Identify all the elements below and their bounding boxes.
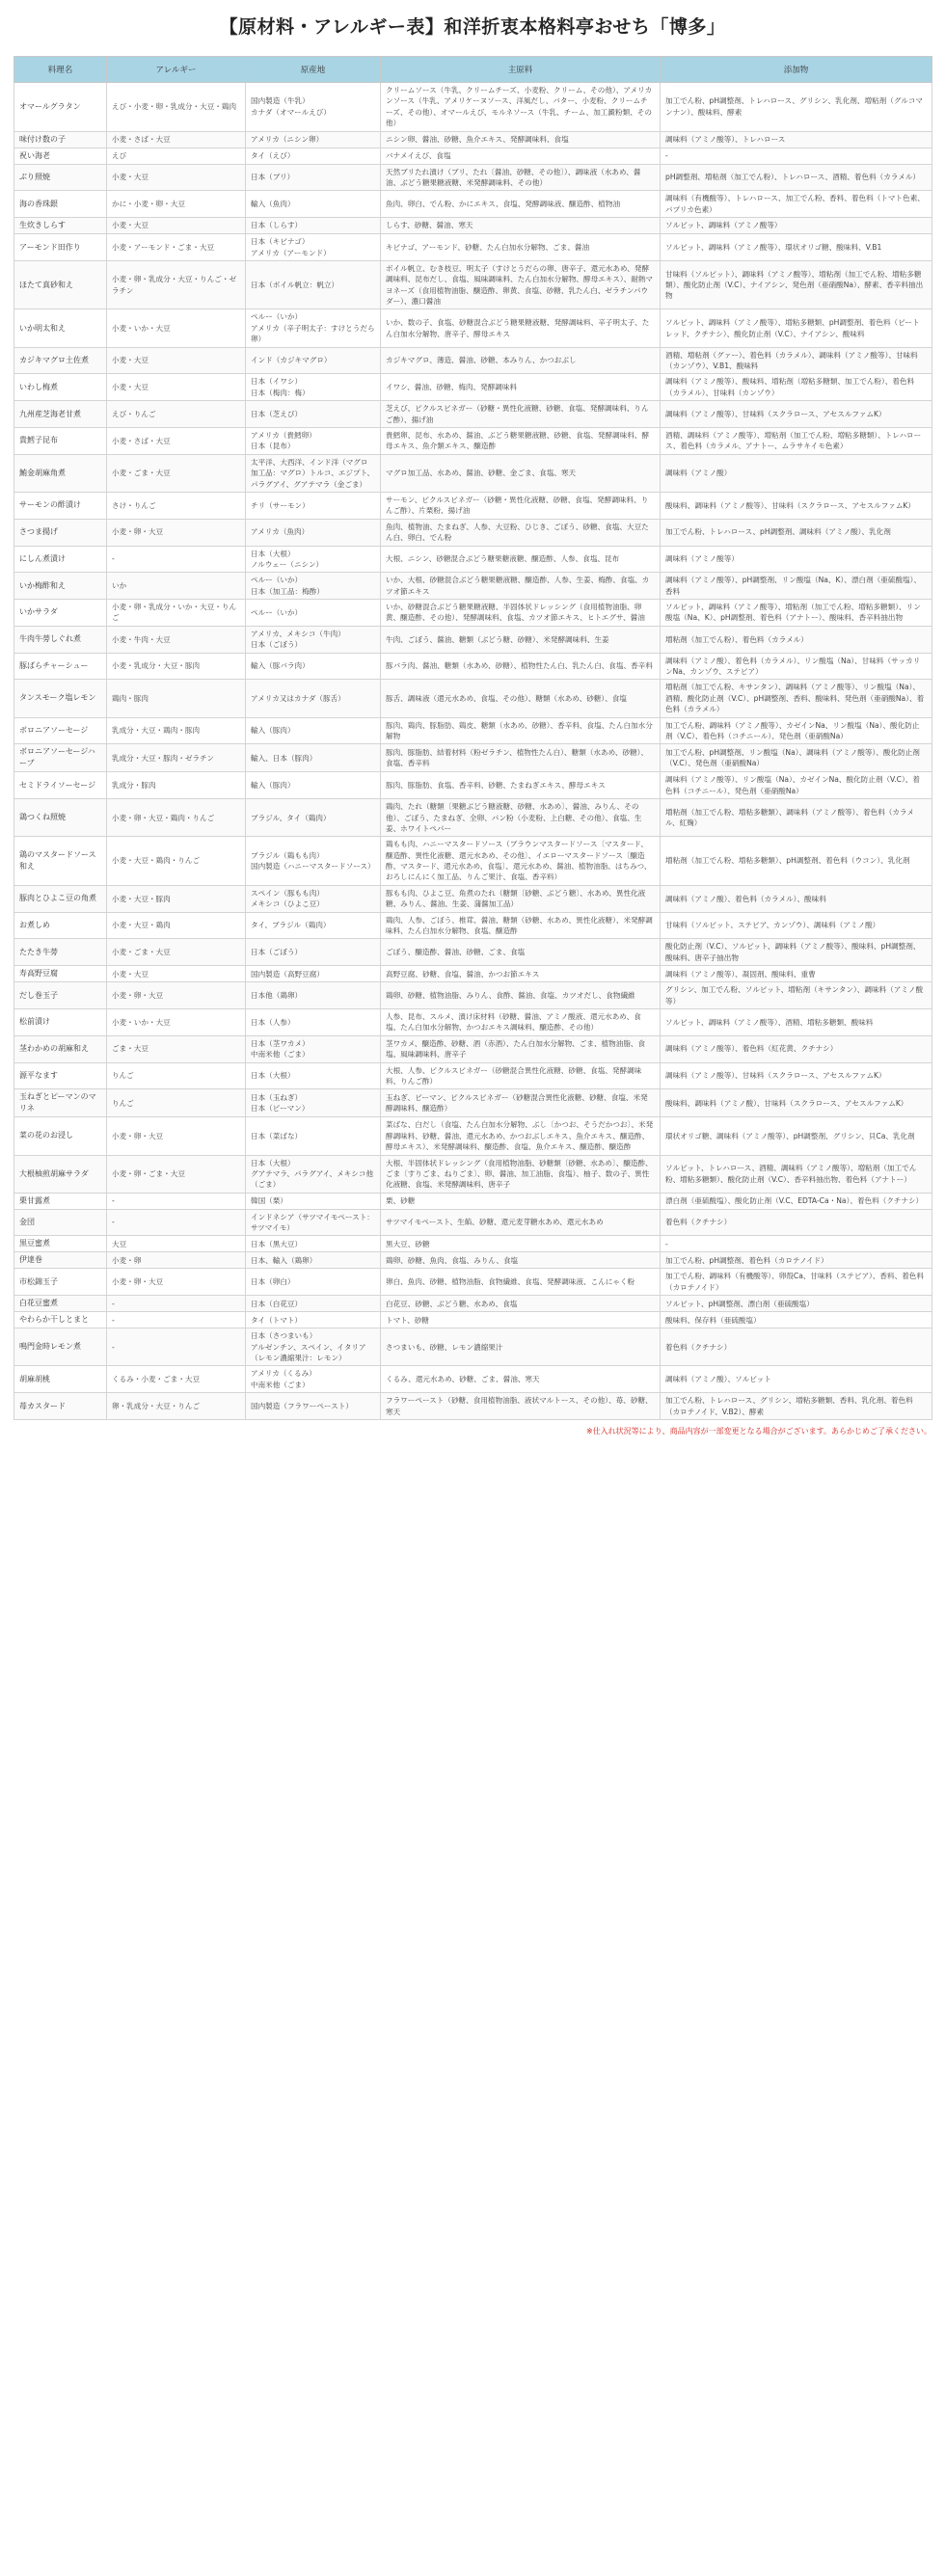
table-row <box>14 492 932 519</box>
origin-cell: 日本（菜ばな） <box>246 1117 381 1155</box>
origin-cell: アメリカ（くるみ） 中南米他（ごま） <box>246 1366 381 1393</box>
additives-cell: pH調整剤、増粘剤（加工でん粉）、トレハロース、酒精、着色料（カラメル） <box>661 164 932 191</box>
allergen-cell: - <box>107 1328 246 1366</box>
origin-cell: タイ（トマト） <box>246 1312 381 1328</box>
main-ingredients-cell: サツマイモペースト、生餡、砂糖、還元麦芽糖水あめ、還元水あめ <box>381 1209 661 1236</box>
main-ingredients-cell: 牛肉、ごぼう、醤油、糖類（ぶどう糖、砂糖）、米発酵調味料、生姜 <box>381 626 661 653</box>
origin-cell: チリ（サーモン） <box>246 492 381 519</box>
additives-cell: 調味料（アミノ酸等）、pH調整剤、リン酸塩（Na、K）、漂白剤（亜硫酸塩）、香料 <box>661 573 932 600</box>
header-dish-name: 料理名 <box>14 57 107 83</box>
dish-name-cell: アーモンド田作り <box>14 234 107 261</box>
table-body <box>14 83 932 1420</box>
additives-cell: 調味料（アミノ酸等）、トレハロース <box>661 131 932 148</box>
allergen-cell: 乳成分・大豆・豚肉・ゼラチン <box>107 744 246 772</box>
origin-cell: スペイン（豚もも肉） メキシコ（ひよこ豆） <box>246 885 381 912</box>
additives-cell: 加工でん粉、調味料（有機酸等）、卵殻Ca、甘味料（ステビア）、香料、着色料（カロテノイド） <box>661 1269 932 1296</box>
allergen-cell: 小麦・牛肉・大豆 <box>107 626 246 653</box>
dish-name-cell: 玉ねぎとピーマンのマリネ <box>14 1089 107 1117</box>
disclaimer-note: ※仕入れ状況等により、商品内容が一部変更となる場合がございます。あらかじめご了承ください。 <box>585 1426 932 1436</box>
additives-cell: ソルビット、調味料（アミノ酸等） <box>661 218 932 234</box>
main-ingredients-cell: ニシン卵、醤油、砂糖、魚介エキス、発酵調味料、食塩 <box>381 131 661 148</box>
table-row <box>14 1209 932 1236</box>
table-row <box>14 939 932 966</box>
table-row <box>14 83 932 132</box>
table-row <box>14 218 932 234</box>
dish-name-cell: 松前漬け <box>14 1009 107 1036</box>
dish-name-cell: 鶏のマスタードソース和え <box>14 837 107 886</box>
allergen-cell: 小麦・乳成分・大豆・豚肉 <box>107 653 246 680</box>
table-row <box>14 131 932 148</box>
origin-cell: 日本（キビナゴ） アメリカ（アーモンド） <box>246 234 381 261</box>
dish-name-cell: 金団 <box>14 1209 107 1236</box>
origin-cell: ペルー（いか） 日本（加工品：梅酢） <box>246 573 381 600</box>
dish-name-cell: たたき牛蒡 <box>14 939 107 966</box>
origin-cell: アメリカ、メキシコ（牛肉） 日本（ごぼう） <box>246 626 381 653</box>
allergen-cell: 小麦・大豆 <box>107 218 246 234</box>
main-ingredients-cell: いか、砂糖混合ぶどう糖果糖液糖、半固体状ドレッシング（食用植物油脂、卵黄、醸造酢、その他）、発酵調味料、食塩、カツオ節エキス、ヒトエグサ、醤油 <box>381 600 661 627</box>
table-row <box>14 837 932 886</box>
origin-cell: ペルー（いか） <box>246 600 381 627</box>
main-ingredients-cell: くるみ、還元水あめ、砂糖、ごま、醤油、寒天 <box>381 1366 661 1393</box>
main-ingredients-cell: キビナゴ、アーモンド、砂糖、たん白加水分解物、ごま、醤油 <box>381 234 661 261</box>
table-row <box>14 234 932 261</box>
main-ingredients-cell: 豚バラ肉、醤油、糖類（水あめ、砂糖）、植物性たん白、乳たん白、食塩、香辛料 <box>381 653 661 680</box>
allergen-cell: 小麦・卵・大豆 <box>107 519 246 546</box>
additives-cell: ソルビット、調味料（アミノ酸等）、酒精、増粘多糖類、酸味料 <box>661 1009 932 1036</box>
main-ingredients-cell: 鶏卵、砂糖、魚肉、食塩、みりん、食塩 <box>381 1252 661 1269</box>
additives-cell: 調味料（アミノ酸）、着色料（カラメル）、リン酸塩（Na）、甘味料（サッカリンNa、カンゾウ、ステビア） <box>661 653 932 680</box>
main-ingredients-cell: 魚肉、植物油、たまねぎ、人参、大豆粉、ひじき、ごぼう、砂糖、食塩、大豆たん白、卵白、でん粉 <box>381 519 661 546</box>
origin-cell: 輸入（豚肉） <box>246 772 381 799</box>
allergen-cell: 小麦・ごま・大豆 <box>107 454 246 492</box>
allergen-cell: りんご <box>107 1062 246 1089</box>
main-ingredients-cell: 白花豆、砂糖、ぶどう糖、水あめ、食塩 <box>381 1296 661 1312</box>
allergen-cell: 小麦・卵・乳成分・いか・大豆・りんご <box>107 600 246 627</box>
main-ingredients-cell: カジキマグロ、薄造、醤油、砂糖、本みりん、かつおぶし <box>381 347 661 374</box>
additives-cell: 調味料（アミノ酸等）、甘味料（スクラロース、アセスルファムK） <box>661 401 932 428</box>
dish-name-cell: ほたて真砂和え <box>14 260 107 309</box>
table-row <box>14 1366 932 1393</box>
allergen-cell: 小麦・ごま・大豆 <box>107 939 246 966</box>
additives-cell: 調味料（アミノ酸）、着色料（カラメル）、酸味料 <box>661 885 932 912</box>
origin-cell: アメリカ（魚肉） <box>246 519 381 546</box>
origin-cell: 日本（しらす） <box>246 218 381 234</box>
origin-cell: 国内製造（牛乳） カナダ（オマールえび） <box>246 83 381 132</box>
origin-cell: 日本（大根） グアテマラ、パラグアイ、メキシコ他（ごま） <box>246 1155 381 1193</box>
main-ingredients-cell: 鶏卵、砂糖、植物油脂、みりん、食酢、醤油、食塩、カツオだし、食物繊維 <box>381 982 661 1009</box>
origin-cell: 日本（ごぼう） <box>246 939 381 966</box>
table-row <box>14 1328 932 1366</box>
allergen-cell: 小麦・大豆・鶏肉 <box>107 912 246 939</box>
additives-cell: 増粘剤（加工でん粉、キサンタン）、調味料（アミノ酸等）、リン酸塩（Na）、酒精、酸化防止剤（V.C）、pH調整剤、香料、酸味料、発色剤（亜硝酸Na）、着色料（カラメル） <box>661 680 932 717</box>
allergen-cell: 小麦・卵・大豆 <box>107 982 246 1009</box>
additives-cell: ソルビット、調味料（アミノ酸等）、環状オリゴ糖、酸味料、V.B1 <box>661 234 932 261</box>
origin-cell: 日本（黒大豆） <box>246 1236 381 1252</box>
origin-cell: 国内製造（高野豆腐） <box>246 966 381 982</box>
dish-name-cell: 大根柚煎胡麻サラダ <box>14 1155 107 1193</box>
table-row <box>14 885 932 912</box>
main-ingredients-cell: 芝えび、ピクルスビネガー（砂糖・異性化液糖、砂糖、食塩、発酵調味料、りんご酢）、揚げ油 <box>381 401 661 428</box>
origin-cell: 日本（玉ねぎ） 日本（ピーマン） <box>246 1089 381 1117</box>
additives-cell: 調味料（アミノ酸等）、凝固剤、酸味料、重曹 <box>661 966 932 982</box>
additives-cell: 調味料（アミノ酸） <box>661 454 932 492</box>
additives-cell: 調味料（アミノ酸等） <box>661 546 932 573</box>
origin-cell: 輸入（豚肉） <box>246 717 381 744</box>
main-ingredients-cell: しらす、砂糖、醤油、寒天 <box>381 218 661 234</box>
main-ingredients-cell: クリームソース（牛乳、クリームチーズ、小麦粉、クリーム、その他）、アメリカンソース（牛乳、アメリケーヌソース、洋風だし、バター、小麦粉、クリームチーズ、その他）、オマールえび、モルネソース（牛乳、チーム、加工澱粉類、その他） <box>381 83 661 132</box>
allergen-cell: - <box>107 1209 246 1236</box>
origin-cell: ブラジル、タイ（鶏肉） <box>246 799 381 837</box>
additives-cell: 加工でん粉、pH調整剤、リン酸塩（Na）、調味料（アミノ酸等）、酸化防止剤（V.C）、発色剤（亜硝酸Na） <box>661 744 932 772</box>
origin-cell: タイ（えび） <box>246 148 381 164</box>
dish-name-cell: 寿高野豆腐 <box>14 966 107 982</box>
dish-name-cell: 味付け数の子 <box>14 131 107 148</box>
main-ingredients-cell: 黒大豆、砂糖 <box>381 1236 661 1252</box>
main-ingredients-cell: サーモン、ピクルスビネガー（砂糖・異性化液糖、砂糖、食塩、発酵調味料、りんご酢）、片栗粉、揚げ油 <box>381 492 661 519</box>
dish-name-cell: お煮しめ <box>14 912 107 939</box>
allergen-cell: りんご <box>107 1089 246 1117</box>
origin-cell: インド（カジキマグロ） <box>246 347 381 374</box>
origin-cell: 輸入（魚肉） <box>246 191 381 218</box>
additives-cell: 加工でん粉、調味料（アミノ酸等）、カゼインNa、リン酸塩（Na）、酸化防止剤（V.C）、着色料（コチニール）、発色剤（亜硝酸Na） <box>661 717 932 744</box>
dish-name-cell: 鮪金胡麻角煮 <box>14 454 107 492</box>
table-row <box>14 347 932 374</box>
allergen-cell: かに・小麦・卵・大豆 <box>107 191 246 218</box>
main-ingredients-cell: 玉ねぎ、ピーマン、ピクルスビネガー（砂糖混合異性化液糖、砂糖、食塩、米発酵調味料、醸造酢） <box>381 1089 661 1117</box>
additives-cell: 調味料（アミノ酸等）、酸味料、増粘剤（増粘多糖類、加工でん粉）、着色料（カラメル）、甘味料（カンゾウ） <box>661 374 932 401</box>
origin-cell: ペルー（いか） アメリカ（辛子明太子：すけとうだら卵） <box>246 309 381 347</box>
additives-cell: 漂白剤（亜硫酸塩）、酸化防止剤（V.C、EDTA-Ca・Na）、着色料（クチナシ） <box>661 1193 932 1209</box>
allergen-cell: 小麦・卵・ごま・大豆 <box>107 1155 246 1193</box>
allergen-cell: えび・りんご <box>107 401 246 428</box>
additives-cell: 加工でん粉、pH調整剤、トレハロース、グリシン、乳化剤、増粘剤（グルコマンナン）、酸味料、酵素 <box>661 83 932 132</box>
table-row <box>14 454 932 492</box>
additives-cell: ソルビット、pH調整剤、漂白剤（亜硫酸塩） <box>661 1296 932 1312</box>
dish-name-cell: タンスモーク塩レモン <box>14 680 107 717</box>
table-row <box>14 1155 932 1193</box>
table-row <box>14 1089 932 1117</box>
allergen-cell: 小麦・大豆 <box>107 374 246 401</box>
additives-cell: 増粘剤（加工でん粉、増粘多糖類）、pH調整剤、着色料（ウコン）、乳化剤 <box>661 837 932 886</box>
table-row <box>14 1393 932 1420</box>
table-row <box>14 717 932 744</box>
table-row <box>14 573 932 600</box>
origin-cell: 日本（ブリ） <box>246 164 381 191</box>
main-ingredients-cell: 卵白、魚肉、砂糖、植物油脂、食物繊維、食塩、発酵調味液、こんにゃく粉 <box>381 1269 661 1296</box>
origin-cell: アメリカ（ニシン卵） <box>246 131 381 148</box>
dish-name-cell: にしん煮漬け <box>14 546 107 573</box>
dish-name-cell: サーモンの酢漬け <box>14 492 107 519</box>
dish-name-cell: 貴鱈子昆布 <box>14 427 107 454</box>
dish-name-cell: 栗甘露煮 <box>14 1193 107 1209</box>
table-row <box>14 600 932 627</box>
additives-cell: ソルビット、調味料（アミノ酸等）、増粘多糖類、pH調整剤、着色料（ビートレッド、クチナシ）、酸化防止剤（V.C）、ナイアシン、酸味料 <box>661 309 932 347</box>
header-additives: 添加物 <box>661 57 932 83</box>
origin-cell: 輸入（豚バラ肉） <box>246 653 381 680</box>
allergen-cell: - <box>107 546 246 573</box>
main-ingredients-cell: 豚舌、調味液（還元水あめ、食塩、その他）、糖類（水あめ、砂糖）、食塩 <box>381 680 661 717</box>
table-row <box>14 966 932 982</box>
dish-name-cell: 黒豆蜜煮 <box>14 1236 107 1252</box>
additives-cell: 甘味料（ソルビット）、調味料（アミノ酸等）、増粘剤（加工でん粉、増粘多糖類）、酸化防止剤（V.C）、ナイアシン、発色剤（亜硝酸Na）、酵素、香辛料抽出物 <box>661 260 932 309</box>
table-row <box>14 1035 932 1062</box>
dish-name-cell: 菜の花のお浸し <box>14 1117 107 1155</box>
dish-name-cell: 白花豆蜜煮 <box>14 1296 107 1312</box>
allergen-cell: さけ・りんご <box>107 492 246 519</box>
origin-cell: 日本、輸入（鶏卵） <box>246 1252 381 1269</box>
main-ingredients-cell: トマト、砂糖 <box>381 1312 661 1328</box>
origin-cell: 日本（ボイル帆立：帆立） <box>246 260 381 309</box>
dish-name-cell: 牛肉牛蒡しぐれ煮 <box>14 626 107 653</box>
allergen-cell: 小麦・卵 <box>107 1252 246 1269</box>
table-row <box>14 164 932 191</box>
origin-cell: 国内製造（フラワーペースト） <box>246 1393 381 1420</box>
main-ingredients-cell: 豚肉、豚脂肪、食塩、香辛料、砂糖、たまねぎエキス、酵母エキス <box>381 772 661 799</box>
main-ingredients-cell: 大根、ニシン、砂糖混合ぶどう糖果糖液糖、醸造酢、人参、食塩、昆布 <box>381 546 661 573</box>
table-row <box>14 1312 932 1328</box>
main-ingredients-cell: イワシ、醤油、砂糖、梅肉、発酵調味料 <box>381 374 661 401</box>
additives-cell: 酸味料、保存料（亜硫酸塩） <box>661 1312 932 1328</box>
allergen-cell: 小麦・さば・大豆 <box>107 427 246 454</box>
table-row <box>14 427 932 454</box>
dish-name-cell: 伊達巻 <box>14 1252 107 1269</box>
allergen-cell: 鶏肉・豚肉 <box>107 680 246 717</box>
dish-name-cell: いかサラダ <box>14 600 107 627</box>
dish-name-cell: 胡麻胡桃 <box>14 1366 107 1393</box>
additives-cell: 増粘剤（加工でん粉、増粘多糖類）、調味料（アミノ酸等）、着色料（カラメル、紅麹） <box>661 799 932 837</box>
main-ingredients-cell: ボイル帆立、むき枝豆、明太子（すけとうだらの卵、唐辛子、還元水あめ、発酵調味料、昆布だし、食塩、風味調味料、たん白加水分解物、酵母エキス）、耐熱マヨネーズ（食用植物油脂、醸造酢、卵黄、食塩、砂糖、乳たん白、ゼラチンパウダー）、濃口醤油 <box>381 260 661 309</box>
additives-cell: 調味料（アミノ酸等）、着色料（紅花黄、クチナシ） <box>661 1035 932 1062</box>
dish-name-cell: 豚肉とひよこ豆の角煮 <box>14 885 107 912</box>
main-ingredients-cell: 菜ばな、白だし（食塩、たん白加水分解物、ぶし〔かつお、そうだかつお〕、米発酵調味料、砂糖、醤油、還元水あめ、かつおぶしエキス、魚介エキス、醸造酢、酵母エキス）、米発酵調味料、醸造酢、食塩、魚介エキス、醸造酢、醸造酢 <box>381 1117 661 1155</box>
dish-name-cell: 源平なます <box>14 1062 107 1089</box>
header-main-ingredients: 主原料 <box>381 57 661 83</box>
table-row <box>14 309 932 347</box>
additives-cell: 酸味料、調味料（アミノ酸等）、甘味料（スクラロース、アセスルファムK） <box>661 492 932 519</box>
table-row <box>14 260 932 309</box>
main-ingredients-cell: 栗、砂糖 <box>381 1193 661 1209</box>
table-row <box>14 1062 932 1089</box>
allergen-cell: 小麦・大豆 <box>107 966 246 982</box>
allergen-cell: 小麦・大豆・豚肉 <box>107 885 246 912</box>
additives-cell: 調味料（アミノ酸等）、甘味料（スクラロース、アセスルファムK） <box>661 1062 932 1089</box>
allergen-cell: 小麦・卵・大豆 <box>107 1117 246 1155</box>
origin-cell: アメリカ（貴鱈卵） 日本（昆布） <box>246 427 381 454</box>
origin-cell: 日本（大根） ノルウェー（ニシン） <box>246 546 381 573</box>
origin-cell: アメリカ又はカナダ（豚舌） <box>246 680 381 717</box>
origin-cell: 日本（大根） <box>246 1062 381 1089</box>
table-row <box>14 1193 932 1209</box>
table-row <box>14 772 932 799</box>
dish-name-cell: いわし梅煮 <box>14 374 107 401</box>
table-row <box>14 653 932 680</box>
table-row <box>14 148 932 164</box>
table-row <box>14 982 932 1009</box>
allergy-table <box>14 56 932 1420</box>
additives-cell: - <box>661 148 932 164</box>
table-row <box>14 1117 932 1155</box>
additives-cell: 着色料（クチナシ） <box>661 1328 932 1366</box>
dish-name-cell: いか梅酢和え <box>14 573 107 600</box>
main-ingredients-cell: バナメイえび、食塩 <box>381 148 661 164</box>
additives-cell: ソルビット、調味料（アミノ酸等）、増粘剤（加工でん粉、増粘多糖類）、リン酸塩（Na、K）、pH調整剤、着色料（アナトー）、酸味料、香辛料抽出物 <box>661 600 932 627</box>
header-allergen: アレルギー <box>107 57 246 83</box>
allergen-cell: 小麦・大豆 <box>107 347 246 374</box>
main-ingredients-cell: フラワーペースト（砂糖、食用植物油脂、液状マルトース、その他）、苺、砂糖、寒天 <box>381 1393 661 1420</box>
dish-name-cell: 鶏つくね照焼 <box>14 799 107 837</box>
additives-cell: 調味料（アミノ酸等）、リン酸塩（Na）、カゼインNa、酸化防止剤（V.C）、着色料（コチニール）、発色剤（亜硝酸Na） <box>661 772 932 799</box>
allergen-cell: いか <box>107 573 246 600</box>
allergen-cell: 小麦・いか・大豆 <box>107 1009 246 1036</box>
allergen-cell: えび <box>107 148 246 164</box>
main-ingredients-cell: いか、大根、砂糖混合ぶどう糖果糖液糖、醸造酢、人参、生姜、梅酢、食塩、カツオ節エキス <box>381 573 661 600</box>
additives-cell: 増粘剤（加工でん粉）、着色料（カラメル） <box>661 626 932 653</box>
main-ingredients-cell: 豚肉、鶏肉、豚脂肪、鶏皮、糖類（水あめ、砂糖）、香辛料、食塩、たん白加水分解物 <box>381 717 661 744</box>
page-title: 【原材料・アレルギー表】和洋折衷本格料亭おせち「博多」 <box>219 16 726 38</box>
dish-name-cell: さつま揚げ <box>14 519 107 546</box>
origin-cell: ブラジル（鶏もも肉） 国内製造（ハニーマスタードソース） <box>246 837 381 886</box>
table-row <box>14 401 932 428</box>
additives-cell: グリシン、加工でん粉、ソルビット、増粘剤（キサンタン）、調味料（アミノ酸等） <box>661 982 932 1009</box>
allergen-cell: 小麦・さば・大豆 <box>107 131 246 148</box>
allergen-cell: 小麦・アーモンド・ごま・大豆 <box>107 234 246 261</box>
additives-cell: 加工でん粉、トレハロース、グリシン、増粘多糖類、香料、乳化剤、着色料（カロテノイド、V.B2）、酵素 <box>661 1393 932 1420</box>
origin-cell: 日本（人参） <box>246 1009 381 1036</box>
additives-cell: 加工でん粉、トレハロース、pH調整剤、調味料（アミノ酸）、乳化剤 <box>661 519 932 546</box>
dish-name-cell: オマールグラタン <box>14 83 107 132</box>
main-ingredients-cell: 貴鱈卵、昆布、水あめ、醤油、ぶどう糖果糖液糖、砂糖、食塩、発酵調味料、酵母エキス、魚介類エキス、醸造酢 <box>381 427 661 454</box>
main-ingredients-cell: 鶏もも肉、ハニーマスタードソース（ブラウンマスタードソース〔マスタード、醸造酢、異性化液糖、還元水あめ、その他〕、イエローマスタードソース〔醸造酢、マスタード、還元水あめ、食塩〕、還元水あめ、醤油、植物油脂、はちみつ、おろしにんにく加工品、りんご果汁、食塩、香辛料） <box>381 837 661 886</box>
origin-cell: 日本（白花豆） <box>246 1296 381 1312</box>
table-row <box>14 680 932 717</box>
dish-name-cell: 祝い海老 <box>14 148 107 164</box>
dish-name-cell: いか明太和え <box>14 309 107 347</box>
origin-cell: 太平洋、大西洋、インド洋（マグロ加工品：マグロ）トルコ、エジプト、パラグアイ、グアテマラ（金ごま） <box>246 454 381 492</box>
main-ingredients-cell: 鶏肉、人参、ごぼう、椎茸、醤油、糖類（砂糖、水あめ、異性化液糖）、米発酵調味料、たん白加水分解物、食塩、醸造酢 <box>381 912 661 939</box>
origin-cell: 日本（芝えび） <box>246 401 381 428</box>
table-row <box>14 744 932 772</box>
origin-cell: 日本（イワシ） 日本（梅肉：梅） <box>246 374 381 401</box>
main-ingredients-cell: 豚肉、豚脂肪、結着材料（粉ゼラチン、植物性たん白）、糖類（水あめ、砂糖）、食塩、香辛料 <box>381 744 661 772</box>
allergen-cell: くるみ・小麦・ごま・大豆 <box>107 1366 246 1393</box>
main-ingredients-cell: 大根、人参、ピクルスビネガー（砂糖混合異性化液糖、砂糖、食塩、発酵調味料、りんご酢） <box>381 1062 661 1089</box>
additives-cell: - <box>661 1236 932 1252</box>
allergen-cell: ごま・大豆 <box>107 1035 246 1062</box>
additives-cell: ソルビット、トレハロース、酒精、調味料（アミノ酸等）、増粘剤（加工でん粉、増粘多糖類）、酸化防止剤（V.C）、香辛料抽出物、着色料（アナトー） <box>661 1155 932 1193</box>
table-row <box>14 799 932 837</box>
allergen-cell: 小麦・卵・乳成分・大豆・りんご・ゼラチン <box>107 260 246 309</box>
additives-cell: 環状オリゴ糖、調味料（アミノ酸等）、pH調整剤、グリシン、貝Ca、乳化剤 <box>661 1117 932 1155</box>
table-row <box>14 1269 932 1296</box>
additives-cell: 酸味料、調味料（アミノ酸）、甘味料（スクラロース、アセスルファムK） <box>661 1089 932 1117</box>
origin-cell: 日本（さつまいも） アルゼンチン、スペイン、イタリア（レモン濃縮果汁：レモン） <box>246 1328 381 1366</box>
dish-name-cell: ボロニアソーセージハーブ <box>14 744 107 772</box>
additives-cell: 着色料（クチナシ） <box>661 1209 932 1236</box>
origin-cell: インドネシア（サツマイモペースト：サツマイモ） <box>246 1209 381 1236</box>
dish-name-cell: 市松錦玉子 <box>14 1269 107 1296</box>
header-origin: 原産地 <box>246 57 381 83</box>
additives-cell: 調味料（アミノ酸）、ソルビット <box>661 1366 932 1393</box>
allergen-cell: 小麦・卵・大豆 <box>107 1269 246 1296</box>
allergen-cell: 乳成分・豚肉 <box>107 772 246 799</box>
origin-cell: 輸入、日本（豚肉） <box>246 744 381 772</box>
origin-cell: 日本（卵白） <box>246 1269 381 1296</box>
dish-name-cell: やわらか干しとまと <box>14 1312 107 1328</box>
table-row <box>14 1252 932 1269</box>
additives-cell: 酸化防止剤（V.C）、ソルビット、調味料（アミノ酸等）、酸味料、pH調整剤、酸味料、唐辛子抽出物 <box>661 939 932 966</box>
allergen-cell: 小麦・卵・大豆・鶏肉・りんご <box>107 799 246 837</box>
main-ingredients-cell: 大根、半固体状ドレッシング（食用植物油脂、砂糖類〔砂糖、水あめ〕、醸造酢、ごま〔すりごま、ねりごま〕、卵、醤油、加工油脂、食塩）、柚子、数の子、異性化液糖、食塩、米発酵調味料、唐辛子 <box>381 1155 661 1193</box>
dish-name-cell: ボロニアソーセージ <box>14 717 107 744</box>
table-row <box>14 1236 932 1252</box>
allergen-cell: えび・小麦・卵・乳成分・大豆・鶏肉 <box>107 83 246 132</box>
main-ingredients-cell: 魚肉、卵白、でん粉、かにエキス、食塩、発酵調味液、醸造酢、植物油 <box>381 191 661 218</box>
additives-cell: 酒精、増粘剤（グァー）、着色料（カラメル）、調味料（アミノ酸等）、甘味料（カンゾウ）、V.B1、酸味料 <box>661 347 932 374</box>
main-ingredients-cell: 茎ワカメ、醸造酢、砂糖、酒（赤酒）、たん白加水分解物、ごま、植物油脂、食塩、風味調味料、唐辛子 <box>381 1035 661 1062</box>
main-ingredients-cell: さつまいも、砂糖、レモン濃縮果汁 <box>381 1328 661 1366</box>
main-ingredients-cell: 鶏肉、たれ（糖類〔果糖ぶどう糖液糖、砂糖、水あめ〕、醤油、みりん、その他）、ごぼう、たまねぎ、全卵、パン粉（小麦粉、上白糖、その他）、食塩、生姜、ホワイトペパー <box>381 799 661 837</box>
allergen-cell: 小麦・いか・大豆 <box>107 309 246 347</box>
allergen-cell: - <box>107 1296 246 1312</box>
dish-name-cell: セミドライソーセージ <box>14 772 107 799</box>
allergen-cell: 小麦・大豆 <box>107 164 246 191</box>
dish-name-cell: 茎わかめの胡麻和え <box>14 1035 107 1062</box>
table-row <box>14 1296 932 1312</box>
dish-name-cell: 九州産芝海老甘煮 <box>14 401 107 428</box>
additives-cell: 加工でん粉、pH調整剤、着色料（カロテノイド） <box>661 1252 932 1269</box>
additives-cell: 調味料（有機酸等）、トレハロース、加工でん粉、香料、着色料（トマト色素、パプリカ色素） <box>661 191 932 218</box>
table-row <box>14 519 932 546</box>
table-header-row <box>14 57 932 83</box>
origin-cell: 日本他（鶏卵） <box>246 982 381 1009</box>
table-row <box>14 546 932 573</box>
allergen-cell: 大豆 <box>107 1236 246 1252</box>
dish-name-cell: 豚ばらチャーシュー <box>14 653 107 680</box>
main-ingredients-cell: ごぼう、醸造酢、醤油、砂糖、ごま、食塩 <box>381 939 661 966</box>
origin-cell: 韓国（栗） <box>246 1193 381 1209</box>
dish-name-cell: 海の香珠銀 <box>14 191 107 218</box>
dish-name-cell: 苺カスタード <box>14 1393 107 1420</box>
origin-cell: 日本（茎ワカメ） 中南米他（ごま） <box>246 1035 381 1062</box>
main-ingredients-cell: 人参、昆布、スルメ、漬け床材料（砂糖、醤油、アミノ酸液、還元水あめ、食塩、たん白加水分解物、かつおエキス調味料、醸造酢、その他） <box>381 1009 661 1036</box>
allergen-cell: 小麦・大豆・鶏肉・りんご <box>107 837 246 886</box>
allergen-cell: - <box>107 1312 246 1328</box>
allergen-cell: 乳成分・大豆・鶏肉・豚肉 <box>107 717 246 744</box>
origin-cell: タイ、ブラジル（鶏肉） <box>246 912 381 939</box>
main-ingredients-cell: 天然ブリたれ漬け（ブリ、たれ〔醤油、砂糖、その他〕）、調味液（水あめ、醤油、ぶどう糖果糖液糖、米発酵調味料、その他） <box>381 164 661 191</box>
allergen-cell: 卵・乳成分・大豆・りんご <box>107 1393 246 1420</box>
dish-name-cell: だし巻玉子 <box>14 982 107 1009</box>
table-row <box>14 191 932 218</box>
table-row <box>14 626 932 653</box>
main-ingredients-cell: マグロ加工品、水あめ、醤油、砂糖、金ごま、食塩、寒天 <box>381 454 661 492</box>
additives-cell: 酒精、調味料（アミノ酸等）、増粘剤（加工でん粉、増粘多糖類）、トレハロース、着色料（カラメル、アナトー、ムラサキイモ色素） <box>661 427 932 454</box>
main-ingredients-cell: 高野豆腐、砂糖、食塩、醤油、かつお節エキス <box>381 966 661 982</box>
additives-cell: 甘味料（ソルビット、ステビア、カンゾウ）、調味料（アミノ酸） <box>661 912 932 939</box>
main-ingredients-cell: いか、数の子、食塩、砂糖混合ぶどう糖果糖液糖、発酵調味料、辛子明太子、たん白加水分解物、唐辛子、酵母エキス <box>381 309 661 347</box>
allergen-cell: - <box>107 1193 246 1209</box>
table-row <box>14 374 932 401</box>
dish-name-cell: 生炊きしらす <box>14 218 107 234</box>
dish-name-cell: カジキマグロ土佐煮 <box>14 347 107 374</box>
dish-name-cell: ぶり照焼 <box>14 164 107 191</box>
table-row <box>14 912 932 939</box>
table-row <box>14 1009 932 1036</box>
main-ingredients-cell: 豚もも肉、ひよこ豆、角煮のたれ（糖類〔砂糖、ぶどう糖〕、水あめ、異性化液糖、みりん、醤油、生姜、蒲醤加工品） <box>381 885 661 912</box>
dish-name-cell: 鳴門金時レモン煮 <box>14 1328 107 1366</box>
